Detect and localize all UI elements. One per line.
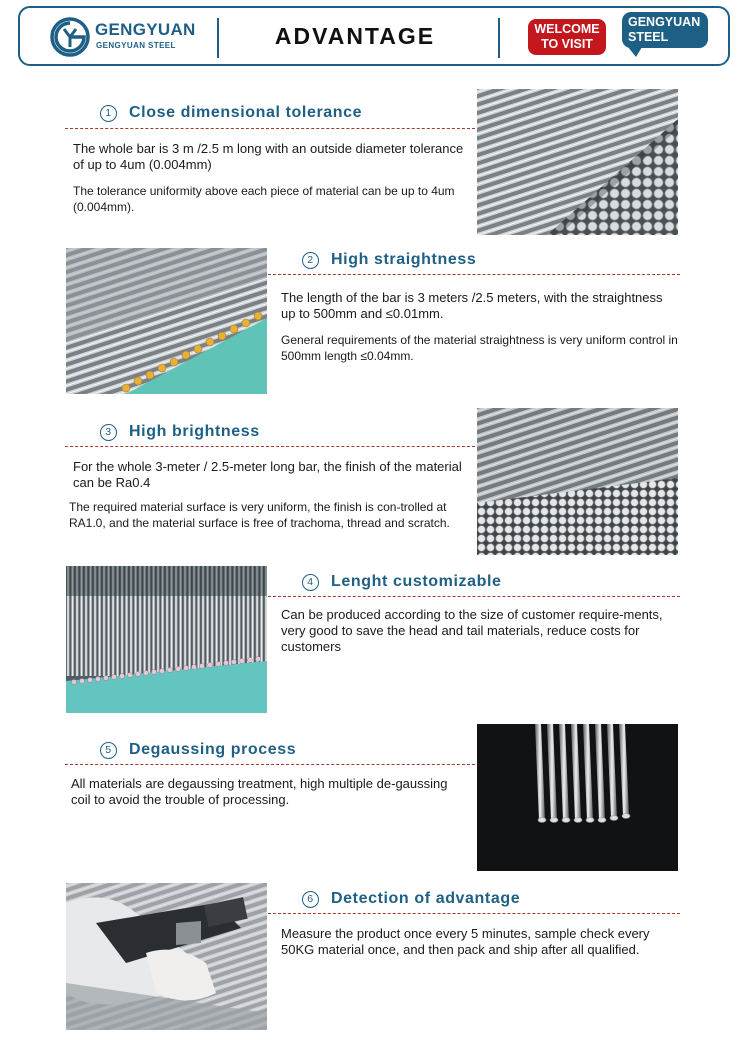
section-heading xyxy=(100,423,260,441)
section-primary-text: All materials are degaussing treatment, high multiple de-gaussing coil to avoid the trouble of processing. xyxy=(71,776,448,807)
micrometer-inspection-photo xyxy=(66,883,267,1030)
step-number: 5 xyxy=(100,742,117,759)
long-rods-photo xyxy=(66,566,267,713)
dashed-divider xyxy=(268,596,680,597)
dashed-divider xyxy=(65,446,475,447)
bright-bar-stack-photo xyxy=(477,408,678,555)
section-secondary-text: The tolerance uniformity above each piece of material can be up to 4um (0.004mm). xyxy=(73,184,455,214)
welcome-line-1: WELCOME xyxy=(534,22,600,36)
speech-tail-icon xyxy=(628,47,642,57)
section-title: Close dimensional tolerance xyxy=(129,104,363,121)
brand-line-1: GENGYUAN xyxy=(628,15,701,29)
section-heading xyxy=(302,573,502,591)
section-heading xyxy=(100,104,362,122)
section-title: High brightness xyxy=(129,423,260,440)
section-heading xyxy=(302,890,520,908)
header-divider xyxy=(217,18,219,58)
company-logo[interactable] xyxy=(50,17,200,57)
section-title: Detection of advantage xyxy=(331,890,521,907)
section-secondary-text: The required material surface is very uniform, the finish is con-trolled at RA1.0, and the material surface is free of trachoma, thread and scratch. xyxy=(69,500,450,530)
section-primary-text: The length of the bar is 3 meters /2.5 meters, with the straightness up to 500mm and ≤0.01mm. xyxy=(281,290,663,321)
section-heading xyxy=(100,741,296,759)
logo-subtitle: GENGYUAN STEEL xyxy=(96,41,176,50)
step-number: 1 xyxy=(100,105,117,122)
brand-line-2: STEEL xyxy=(628,30,669,44)
polished-rods-photo xyxy=(66,248,267,394)
step-number: 6 xyxy=(302,891,319,908)
section-heading xyxy=(302,251,476,269)
header-banner xyxy=(18,6,730,66)
section-title: High straightness xyxy=(331,251,477,268)
section-secondary-text: General requirements of the material straightness is very uniform control in 500mm length ≤0.04mm. xyxy=(281,333,678,363)
section-title: Lenght customizable xyxy=(331,573,502,590)
dashed-divider xyxy=(65,128,475,129)
page-title: ADVANTAGE xyxy=(274,23,436,49)
section-primary-text: For the whole 3-meter / 2.5-meter long bar, the finish of the material can be Ra0.4 xyxy=(73,459,462,490)
header-divider xyxy=(498,18,500,58)
rods-dark-background-photo xyxy=(477,724,678,871)
dashed-divider xyxy=(65,764,475,765)
logo-name: GENGYUAN xyxy=(95,20,196,39)
section-title: Degaussing process xyxy=(129,741,297,758)
dashed-divider xyxy=(268,913,680,914)
step-number: 3 xyxy=(100,424,117,441)
step-number: 2 xyxy=(302,252,319,269)
logo-mark-icon xyxy=(50,17,90,57)
step-number: 4 xyxy=(302,574,319,591)
welcome-line-2: TO VISIT xyxy=(541,37,593,51)
section-primary-text: Measure the product once every 5 minutes, sample check every 50KG material once, and then pack and ship after all qualified. xyxy=(281,926,650,957)
section-primary-text: Can be produced according to the size of customer require-ments, very good to save the head and tail materials, reduce costs for customers xyxy=(281,607,663,654)
dashed-divider xyxy=(268,274,680,275)
welcome-badge[interactable] xyxy=(528,19,606,55)
steel-bar-bundle-photo xyxy=(477,89,678,235)
brand-speech-badge[interactable] xyxy=(622,12,708,48)
section-primary-text: The whole bar is 3 m /2.5 m long with an outside diameter tolerance of up to 4um (0.004mm) xyxy=(73,141,464,172)
